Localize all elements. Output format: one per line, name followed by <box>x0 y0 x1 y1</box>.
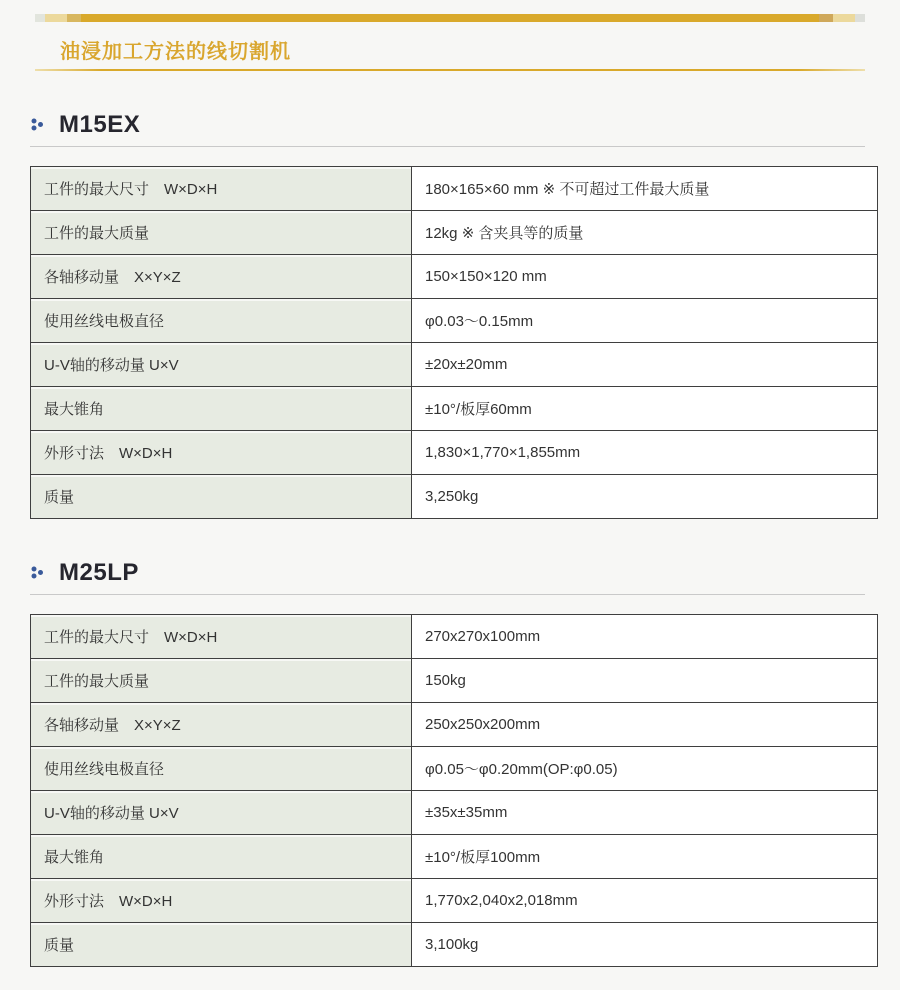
spec-label: 外形寸法 W×D×H <box>31 879 412 923</box>
table-row <box>31 211 878 255</box>
spec-label: 工件的最大质量 <box>31 659 412 703</box>
spec-value: 180×165×60 mm ※ 不可超过工件最大质量 <box>412 167 878 211</box>
table-row <box>31 659 878 703</box>
spec-label: 外形寸法 W×D×H <box>31 431 412 475</box>
spec-label: 工件的最大尺寸 W×D×H <box>31 615 412 659</box>
table-row <box>31 747 878 791</box>
heading-divider <box>30 594 865 595</box>
bullet-dots-icon <box>30 566 44 580</box>
spec-value: 150kg <box>412 659 878 703</box>
title-underline <box>35 69 865 71</box>
spec-value: 250x250x200mm <box>412 703 878 747</box>
spec-value: φ0.05～φ0.20mm(OP:φ0.05) <box>412 747 878 791</box>
section-heading-m15ex <box>30 111 900 139</box>
spec-value: ±20x±20mm <box>412 343 878 387</box>
heading-divider <box>30 146 865 147</box>
decor-segment <box>67 14 81 22</box>
spec-value: ±10°/板厚60mm <box>412 387 878 431</box>
spec-label: 使用丝线电极直径 <box>31 747 412 791</box>
spec-label: 质量 <box>31 923 412 967</box>
table-row <box>31 879 878 923</box>
table-row <box>31 791 878 835</box>
spec-value: 270x270x100mm <box>412 615 878 659</box>
bullet-dots-icon <box>30 118 44 132</box>
spec-label: U-V轴的移动量 U×V <box>31 343 412 387</box>
spec-label: 质量 <box>31 475 412 519</box>
section-m25lp <box>0 559 900 967</box>
spec-value: 1,770x2,040x2,018mm <box>412 879 878 923</box>
spec-label: 使用丝线电极直径 <box>31 299 412 343</box>
spec-label: 最大锥角 <box>31 835 412 879</box>
table-row <box>31 835 878 879</box>
spec-value: 1,830×1,770×1,855mm <box>412 431 878 475</box>
spec-table-m15ex <box>30 166 878 519</box>
table-row <box>31 923 878 967</box>
decor-segment <box>81 14 819 22</box>
table-row <box>31 703 878 747</box>
spec-label: 最大锥角 <box>31 387 412 431</box>
section-title: M15EX <box>59 111 141 138</box>
section-m15ex <box>0 111 900 519</box>
spec-label: U-V轴的移动量 U×V <box>31 791 412 835</box>
spec-label: 工件的最大尺寸 W×D×H <box>31 167 412 211</box>
decor-segment <box>45 14 67 22</box>
decor-segment <box>833 14 855 22</box>
table-row <box>31 255 878 299</box>
spec-table-m25lp <box>30 614 878 967</box>
section-heading-m25lp <box>30 559 900 587</box>
spec-value: 150×150×120 mm <box>412 255 878 299</box>
spec-label: 各轴移动量 X×Y×Z <box>31 703 412 747</box>
spec-label: 各轴移动量 X×Y×Z <box>31 255 412 299</box>
spec-value: ±35x±35mm <box>412 791 878 835</box>
decor-segment <box>855 14 865 22</box>
spec-value: 3,250kg <box>412 475 878 519</box>
table-row <box>31 299 878 343</box>
spec-value: ±10°/板厚100mm <box>412 835 878 879</box>
spec-label: 工件的最大质量 <box>31 211 412 255</box>
top-decor-bar <box>35 14 865 22</box>
table-row <box>31 167 878 211</box>
table-row <box>31 615 878 659</box>
spec-value: 12kg ※ 含夹具等的质量 <box>412 211 878 255</box>
table-row <box>31 475 878 519</box>
section-title: M25LP <box>59 559 139 586</box>
table-row <box>31 431 878 475</box>
decor-segment <box>35 14 45 22</box>
spec-value: 3,100kg <box>412 923 878 967</box>
page-title: 油浸加工方法的线切割机 <box>60 41 291 63</box>
spec-value: φ0.03～0.15mm <box>412 299 878 343</box>
table-row <box>31 387 878 431</box>
table-row <box>31 343 878 387</box>
decor-segment <box>819 14 833 22</box>
